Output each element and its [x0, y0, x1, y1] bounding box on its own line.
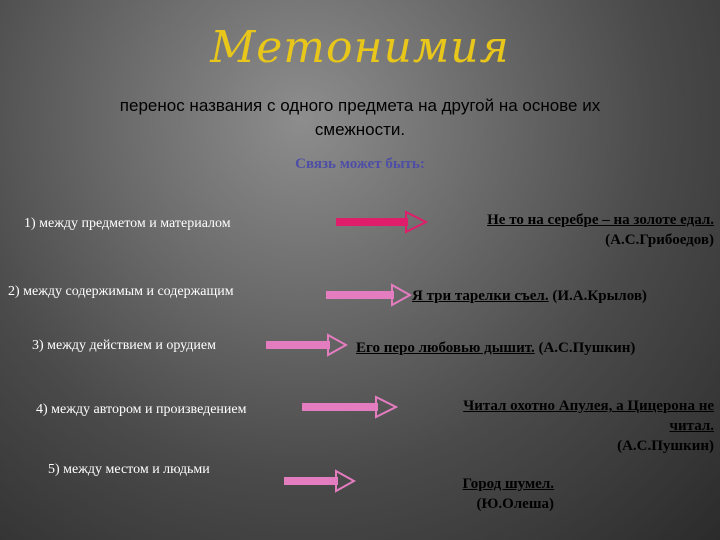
- definition-line-2: смежности.: [314, 120, 406, 139]
- example-2-author: (И.А.Крылов): [552, 288, 647, 304]
- definition-line-1: перенос названия с одного предмета на другой на основе их: [119, 96, 601, 115]
- arrow-right-icon: [326, 283, 412, 307]
- example-2-quote: Я три тарелки съел.: [412, 288, 549, 304]
- example-4-quote-line-2: читал.: [669, 418, 714, 434]
- example-2: [412, 286, 696, 306]
- relation-item-2: 2) между содержимым и содержащим: [8, 284, 234, 299]
- example-5-author: (Ю.Олеша): [476, 496, 554, 512]
- definition-text: [30, 94, 690, 142]
- example-4-author: (А.С.Пушкин): [617, 438, 714, 454]
- relation-item-4: 4) между автором и произведением: [36, 402, 247, 417]
- example-4: [400, 396, 714, 456]
- example-3: [356, 338, 696, 358]
- arrow-right-icon: [284, 469, 356, 493]
- arrow-right-icon: [302, 395, 398, 419]
- example-1-author: (А.С.Грибоедов): [605, 232, 714, 248]
- slide-title: Метонимия: [210, 22, 510, 73]
- arrow-right-icon: [266, 333, 348, 357]
- example-3-quote: Его перо любовью дышит.: [356, 340, 535, 356]
- relation-item-5: 5) между местом и людьми: [48, 462, 210, 477]
- example-3-author: (А.С.Пушкин): [538, 340, 636, 356]
- relation-item-3: 3) между действием и орудием: [32, 338, 216, 353]
- example-5: [400, 474, 554, 514]
- example-5-quote: Город шумел.: [462, 476, 554, 492]
- relation-item-1: 1) между предметом и материалом: [24, 216, 231, 231]
- links-heading: Связь может быть:: [295, 156, 425, 172]
- example-1-quote: Не то на серебре – на золоте едал.: [487, 212, 714, 228]
- example-4-quote-line-1: Читал охотно Апулея, а Цицерона не: [463, 398, 714, 414]
- example-1: [400, 210, 714, 250]
